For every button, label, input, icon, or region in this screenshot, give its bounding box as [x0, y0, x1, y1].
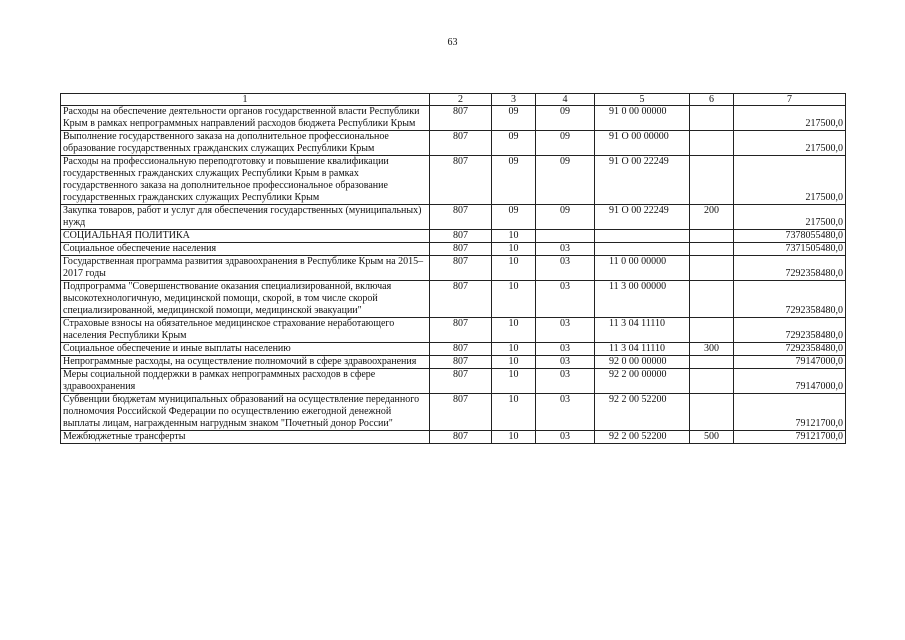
row-amount-cell: 217500,0 — [734, 131, 846, 156]
row-grbs-cell: 807 — [430, 356, 492, 369]
row-grbs-cell: 807 — [430, 369, 492, 394]
row-expense-type-cell: 300 — [690, 343, 734, 356]
table-row — [61, 356, 846, 369]
row-grbs-cell: 807 — [430, 243, 492, 256]
column-number-header-row — [61, 94, 846, 106]
column-header-5: 5 — [595, 94, 690, 106]
row-section-cell: 10 — [492, 343, 536, 356]
row-name-cell: Непрограммные расходы, на осуществление полномочий в сфере здравоохранения — [61, 356, 430, 369]
table-row — [61, 281, 846, 318]
column-header-1: 1 — [61, 94, 430, 106]
table-row — [61, 256, 846, 281]
column-header-2: 2 — [430, 94, 492, 106]
row-name-cell: Расходы на обеспечение деятельности органов государственной власти Республики Крым в рамках непрограммных направлений расходов бюджета Республики Крым — [61, 106, 430, 131]
row-expense-type-cell: 200 — [690, 205, 734, 230]
table-row — [61, 318, 846, 343]
row-grbs-cell: 807 — [430, 318, 492, 343]
row-name-cell: Расходы на профессиональную переподготовку и повышение квалификации государственных гражданских служащих Республики Крым в рамках государственного заказа на дополнительное профессиональное образование государственных гражданских служащих Республики Крым — [61, 156, 430, 205]
row-name-cell: Страховые взносы на обязательное медицинское страхование неработающего населения Республики Крым — [61, 318, 430, 343]
row-target-article-cell: 92 2 00 00000 — [595, 369, 690, 394]
row-name-cell: Подпрограмма "Совершенствование оказания специализированной, включая высокотехнологичную, медицинской помощи, скорой, в том числе скорой специализированной, медицинской помощи, медицинской эвакуации" — [61, 281, 430, 318]
row-expense-type-cell — [690, 281, 734, 318]
table-row — [61, 394, 846, 431]
row-target-article-cell: 92 2 00 52200 — [595, 394, 690, 431]
page-number: 63 — [447, 37, 458, 48]
row-target-article-cell: 92 0 00 00000 — [595, 356, 690, 369]
row-section-cell: 10 — [492, 318, 536, 343]
table-row — [61, 369, 846, 394]
table-row — [61, 230, 846, 243]
row-amount-cell: 7371505480,0 — [734, 243, 846, 256]
row-amount-cell: 217500,0 — [734, 205, 846, 230]
row-section-cell: 10 — [492, 431, 536, 444]
column-header-4: 4 — [536, 94, 595, 106]
table-row — [61, 205, 846, 230]
row-target-article-cell: 91 О 00 00000 — [595, 131, 690, 156]
row-target-article-cell: 11 0 00 00000 — [595, 256, 690, 281]
row-expense-type-cell — [690, 394, 734, 431]
row-section-cell: 09 — [492, 156, 536, 205]
row-amount-cell: 7292358480,0 — [734, 318, 846, 343]
row-amount-cell: 217500,0 — [734, 106, 846, 131]
row-subsection-cell: 03 — [536, 369, 595, 394]
row-amount-cell: 79121700,0 — [734, 431, 846, 444]
table-row — [61, 131, 846, 156]
row-section-cell: 09 — [492, 131, 536, 156]
table-row — [61, 431, 846, 444]
row-grbs-cell: 807 — [430, 343, 492, 356]
row-name-cell: СОЦИАЛЬНАЯ ПОЛИТИКА — [61, 230, 430, 243]
row-grbs-cell: 807 — [430, 106, 492, 131]
row-target-article-cell: 11 3 00 00000 — [595, 281, 690, 318]
row-section-cell: 09 — [492, 106, 536, 131]
table-row — [61, 243, 846, 256]
row-subsection-cell: 09 — [536, 156, 595, 205]
table-row — [61, 343, 846, 356]
row-grbs-cell: 807 — [430, 256, 492, 281]
row-amount-cell: 7292358480,0 — [734, 281, 846, 318]
row-subsection-cell: 03 — [536, 431, 595, 444]
row-expense-type-cell — [690, 318, 734, 343]
table-row — [61, 106, 846, 131]
row-name-cell: Меры социальной поддержки в рамках непрограммных расходов в сфере здравоохранения — [61, 369, 430, 394]
row-section-cell: 09 — [492, 205, 536, 230]
row-grbs-cell: 807 — [430, 205, 492, 230]
row-expense-type-cell — [690, 256, 734, 281]
row-grbs-cell: 807 — [430, 230, 492, 243]
row-name-cell: Межбюджетные трансферты — [61, 431, 430, 444]
row-target-article-cell: 92 2 00 52200 — [595, 431, 690, 444]
row-expense-type-cell: 500 — [690, 431, 734, 444]
row-name-cell: Социальное обеспечение населения — [61, 243, 430, 256]
row-target-article-cell — [595, 243, 690, 256]
row-target-article-cell: 91 О 00 22249 — [595, 205, 690, 230]
column-header-7: 7 — [734, 94, 846, 106]
row-section-cell: 10 — [492, 256, 536, 281]
row-section-cell: 10 — [492, 243, 536, 256]
row-grbs-cell: 807 — [430, 131, 492, 156]
row-subsection-cell: 03 — [536, 318, 595, 343]
row-subsection-cell: 03 — [536, 394, 595, 431]
row-name-cell: Субвенции бюджетам муниципальных образований на осуществление переданного полномочия Российской Федерации по осуществлению ежегодной денежной выплаты лицам, награжденным нагрудным знаком "Почетный донор России" — [61, 394, 430, 431]
row-amount-cell: 217500,0 — [734, 156, 846, 205]
row-subsection-cell: 03 — [536, 256, 595, 281]
row-target-article-cell: 91 О 00 22249 — [595, 156, 690, 205]
row-section-cell: 10 — [492, 369, 536, 394]
row-amount-cell: 7378055480,0 — [734, 230, 846, 243]
row-target-article-cell: 11 3 04 11110 — [595, 343, 690, 356]
budget-table — [60, 93, 846, 444]
row-name-cell: Государственная программа развития здравоохранения в Республике Крым на 2015–2017 годы — [61, 256, 430, 281]
row-grbs-cell: 807 — [430, 156, 492, 205]
table-row — [61, 156, 846, 205]
row-subsection-cell: 03 — [536, 356, 595, 369]
row-subsection-cell: 09 — [536, 131, 595, 156]
row-expense-type-cell — [690, 106, 734, 131]
row-amount-cell: 79121700,0 — [734, 394, 846, 431]
row-amount-cell: 7292358480,0 — [734, 256, 846, 281]
row-grbs-cell: 807 — [430, 394, 492, 431]
row-target-article-cell: 91 0 00 00000 — [595, 106, 690, 131]
row-amount-cell: 79147000,0 — [734, 356, 846, 369]
row-subsection-cell: 09 — [536, 106, 595, 131]
row-amount-cell: 79147000,0 — [734, 369, 846, 394]
row-subsection-cell: 09 — [536, 205, 595, 230]
row-subsection-cell — [536, 230, 595, 243]
row-target-article-cell: 11 3 04 11110 — [595, 318, 690, 343]
row-expense-type-cell — [690, 156, 734, 205]
row-expense-type-cell — [690, 356, 734, 369]
row-name-cell: Социальное обеспечение и иные выплаты населению — [61, 343, 430, 356]
row-expense-type-cell — [690, 369, 734, 394]
row-name-cell: Закупка товаров, работ и услуг для обеспечения государственных (муниципальных) нужд — [61, 205, 430, 230]
row-section-cell: 10 — [492, 356, 536, 369]
row-section-cell: 10 — [492, 230, 536, 243]
row-expense-type-cell — [690, 243, 734, 256]
row-section-cell: 10 — [492, 394, 536, 431]
row-target-article-cell — [595, 230, 690, 243]
row-subsection-cell: 03 — [536, 243, 595, 256]
row-section-cell: 10 — [492, 281, 536, 318]
row-grbs-cell: 807 — [430, 431, 492, 444]
column-header-3: 3 — [492, 94, 536, 106]
row-amount-cell: 7292358480,0 — [734, 343, 846, 356]
row-grbs-cell: 807 — [430, 281, 492, 318]
row-expense-type-cell — [690, 131, 734, 156]
row-subsection-cell: 03 — [536, 281, 595, 318]
column-header-6: 6 — [690, 94, 734, 106]
row-subsection-cell: 03 — [536, 343, 595, 356]
row-name-cell: Выполнение государственного заказа на дополнительное профессиональное образование государственных гражданских служащих Республики Крым — [61, 131, 430, 156]
row-expense-type-cell — [690, 230, 734, 243]
